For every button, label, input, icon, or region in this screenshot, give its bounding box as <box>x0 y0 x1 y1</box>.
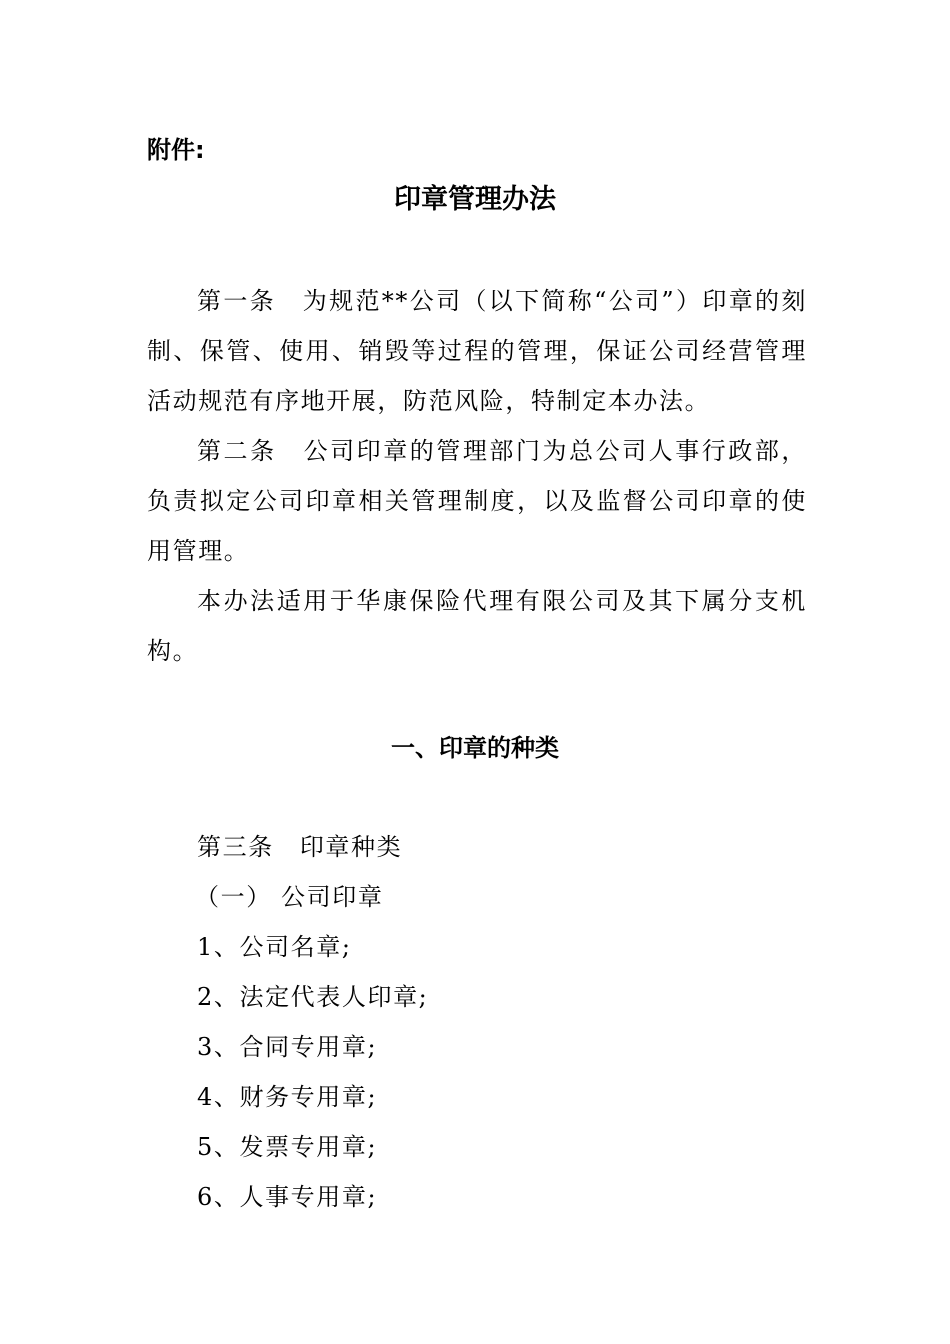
article-3-text: 印章种类 <box>299 833 403 861</box>
section-1-heading: 一、印章的种类 <box>391 734 559 762</box>
seal-list-item: 5、发票专用章; <box>197 1133 378 1161</box>
article-1-label: 第一条 <box>197 287 277 315</box>
article-2-paragraph <box>147 426 807 576</box>
seal-list-item: 4、财务专用章; <box>197 1083 378 1111</box>
article-3-line <box>197 822 402 872</box>
subsection-1-heading: （一） 公司印章 <box>195 883 384 911</box>
article-1-text: 为规范**公司（以下简称“公司”）印章的刻制、保管、使用、销毁等过程的管理，保证公司经营管理活动规范有序地开展，防范风险，特制定本办法。 <box>147 287 807 415</box>
scope-paragraph: 本办法适用于华康保险代理有限公司及其下属分支机构。 <box>147 587 807 665</box>
seal-list-item: 6、人事专用章; <box>197 1183 378 1211</box>
seal-list-item: 2、法定代表人印章; <box>197 983 429 1011</box>
article-2-text: 公司印章的管理部门为总公司人事行政部，负责拟定公司印章相关管理制度，以及监督公司印章的使用管理。 <box>147 437 807 565</box>
document-title: 印章管理办法 <box>394 184 556 215</box>
article-3-label: 第三条 <box>197 833 274 861</box>
seal-list-item: 1、公司名章; <box>197 933 352 961</box>
attachment-label: 附件: <box>147 136 205 164</box>
seal-list-item: 3、合同专用章; <box>197 1033 378 1061</box>
article-1-paragraph <box>147 276 807 426</box>
article-2-label: 第二条 <box>197 437 277 465</box>
